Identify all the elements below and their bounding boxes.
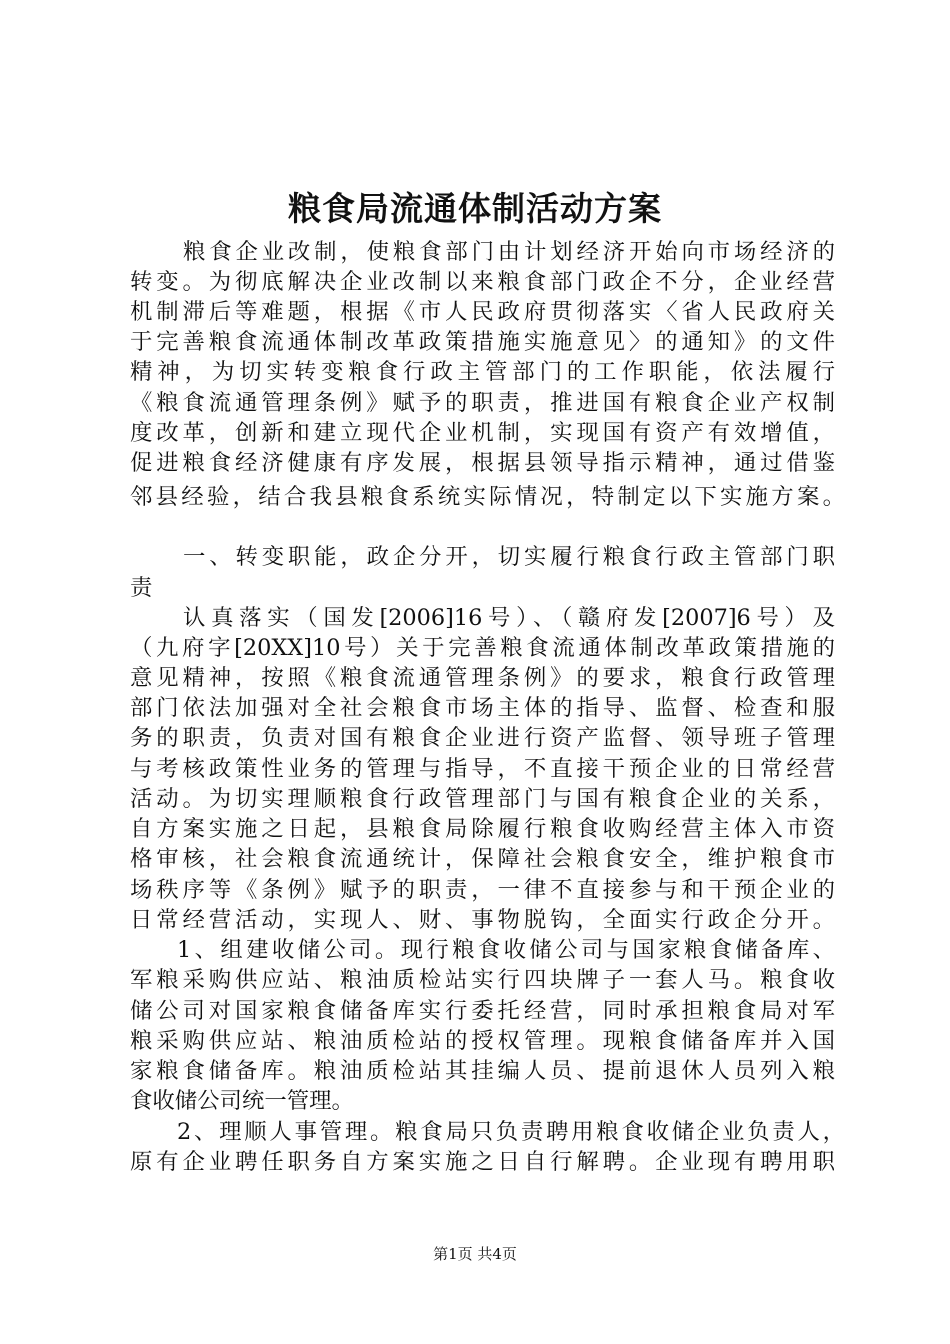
- document-title: 粮食局流通体制活动方案: [288, 189, 662, 228]
- list-item-line: 粮采购供应站、粮油质检站的授权管理。现粮食储备库并入国: [130, 1028, 835, 1054]
- list-item-line: 1、组建收储公司。现行粮食收储公司与国家粮食储备库、: [177, 937, 835, 963]
- list-item-line: 储公司对国家粮食储备库实行委托经营，同时承担粮食局对军: [130, 998, 835, 1024]
- paragraph-line: 于完善粮食流通体制改革政策措施实施意见〉的通知》的文件: [130, 329, 835, 355]
- paragraph-line: 日常经营活动，实现人、财、事物脱钩，全面实行政企分开。: [130, 907, 835, 933]
- paragraph-line: 与考核政策性业务的管理与指导，不直接干预企业的日常经营: [130, 756, 835, 782]
- paragraph-line: 格审核，社会粮食流通统计，保障社会粮食安全，维护粮食市: [130, 846, 835, 872]
- paragraph-line: 意见精神，按照《粮食流通管理条例》的要求，粮食行政管理: [130, 665, 835, 691]
- paragraph-line: 邻县经验，结合我县粮食系统实际情况，特制定以下实施方案。: [130, 484, 845, 510]
- paragraph-line: 认真落实（国发[2006]16号）、（赣府发[2007]6号）及: [183, 605, 835, 631]
- paragraph-line: 务的职责，负责对国有粮食企业进行资产监督、领导班子管理: [130, 725, 835, 751]
- paragraph-line: 转变。为彻底解决企业改制以来粮食部门政企不分，企业经营: [130, 269, 835, 295]
- list-item-line: 2、理顺人事管理。粮食局只负责聘用粮食收储企业负责人，: [177, 1119, 845, 1145]
- list-item-line: 家粮食储备库。粮油质检站其挂编人员、提前退休人员列入粮: [130, 1058, 835, 1084]
- paragraph-line: 精神，为切实转变粮食行政主管部门的工作职能，依法履行: [130, 359, 835, 385]
- paragraph-line: 场秩序等《条例》赋予的职责，一律不直接参与和干预企业的: [130, 877, 835, 903]
- paragraph-line: 促进粮食经济健康有序发展，根据县领导指示精神，通过借鉴: [130, 450, 835, 476]
- page-footer: 第1页 共4页: [433, 1245, 517, 1263]
- paragraph-line: 部门依法加强对全社会粮食市场主体的指导、监督、检查和服: [130, 695, 835, 721]
- list-item-line: 食收储公司统一管理。: [130, 1088, 354, 1114]
- paragraph-line: 度改革，创新和建立现代企业机制，实现国有资产有效增值，: [130, 420, 835, 446]
- section-heading: 责: [130, 575, 153, 601]
- paragraph-line: 活动。为切实理顺粮食行政管理部门与国有粮食企业的关系，: [130, 786, 835, 812]
- list-item-line: 原有企业聘任职务自方案实施之日自行解聘。企业现有聘用职: [130, 1149, 835, 1175]
- paragraph-line: （九府字[20XX]10号）关于完善粮食流通体制改革政策措施的: [130, 635, 835, 661]
- paragraph-line: 粮食企业改制，使粮食部门由计划经济开始向市场经济的: [183, 239, 835, 265]
- list-item-line: 军粮采购供应站、粮油质检站实行四块牌子一套人马。粮食收: [130, 967, 835, 993]
- section-heading: 一、转变职能，政企分开，切实履行粮食行政主管部门职: [183, 544, 835, 570]
- paragraph-line: 机制滞后等难题，根据《市人民政府贯彻落实〈省人民政府关: [130, 299, 835, 325]
- paragraph-line: 《粮食流通管理条例》赋予的职责，推进国有粮食企业产权制: [130, 390, 835, 416]
- paragraph-line: 自方案实施之日起，县粮食局除履行粮食收购经营主体入市资: [130, 816, 835, 842]
